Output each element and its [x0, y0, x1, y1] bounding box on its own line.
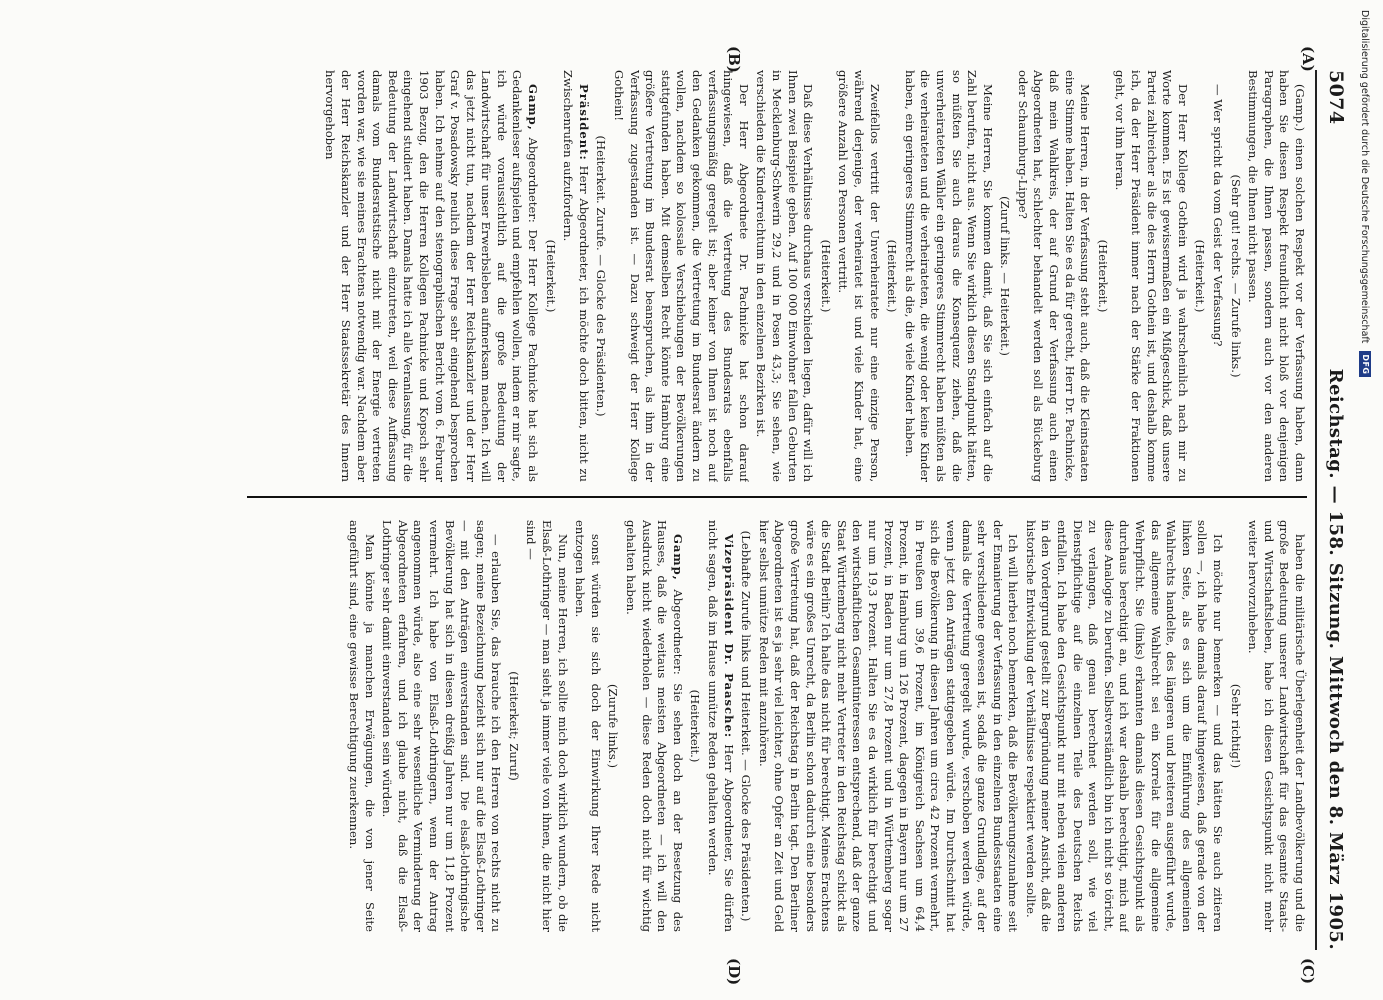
paragraph: Ich möchte nur bemerken — und das hätten Sie auch zitieren sollen —, ich habe damals darauf hingewiesen, daß gerade von der linken Seite, als es sich um die Einführung des allgemeinen Wahlrechts handelte, des längeren und breiteren ausgeführt wurde, das allgemeine Wahlrecht sei ein Korrelat für die allgemeine Wehrpflicht. Sie (links) erkannten damals diesen Gesichtspunkt als durchaus berechtigt an, und ich war deshalb berechtigt, mich auf diese Analogie zu berufen. Selbstverständlich bin ich nicht so töricht, zu verlangen, daß genau berechnet werden soll, wie viel Dienstpflichtige auf die einzelnen Teile des Deutschen Reichs entfallen. Ich habe den Gesichtspunkt nur mit neben vielen anderen in den Vordergrund gestellt zur Begründung meiner Ansicht, daß die historische Entwicklung der Verhältnisse respektiert werden sollte. — [1023, 520, 1226, 932]
paragraph: sonst würden sie sich doch der Einwirkung Ihrer Rede nicht entzogen haben. — [573, 520, 603, 932]
interjection: (Heiterkeit.) — [818, 239, 833, 313]
paragraph-text: Abgeordneter: Sie sehen doch an der Besetzung des Hauses, daß die weitaus meisten Abgeordneten — ich will den Ausdruck nicht wiederholen — diese Reden doch nicht für wichtig gehalten haben. — [624, 520, 685, 932]
speaker-name: Gamp, — [670, 534, 685, 581]
speaker-name: Gamp, — [526, 84, 541, 131]
paragraph: Der Herr Kollege Gothein wird ja wahrscheinlich nach mir zu Worte kommen. Es ist gewissermaßen ein Mißgeschick, daß unsere Partei zahlreicher als die des Herrn Gothein ist, und deshalb komme ich, da der Herr Präsident immer nach der Stärke der Fraktionen geht, vor ihm heran. — [1113, 70, 1190, 482]
margin-marker-c: (C) — [1299, 958, 1317, 985]
paragraph: Daß diese Verhältnisse durchaus verschieden liegen, dafür will ich Ihnen zwei Beispiele geben. Auf 100 000 Einwohner fallen Geburten in Mecklenburg-Schwerin 29,2 und in Posen 43,3; Sie sehen, wie verschieden die Kinderreichtum in den einzelnen Bezirken ist. — [754, 70, 816, 482]
paragraph: Ich will hierbei noch bemerken, daß die Bevölkerungszunahme seit der Emanierung der Verfassung in den einzelnen Bundesstaaten eine sehr verschiedene gewesen ist, sodaß die ganze Grundlage, auf der damals die Vertretung geregelt wurde, verschoben werden würde, wenn jetzt den Anträgen stattgegeben würde. Im Durchschnitt hat sich die Bevölkerung in diesen Jahren um circa 42 Prozent vermehrt, in Preußen um 39,6 Prozent, im Königreich Sachsen um 64,4 Prozent, in Hamburg um 126 Prozent, dagegen in Bayern nur um 27 Prozent, in Baden nur um 27,8 Prozent und in Württemberg sogar nur um 19,3 Prozent. Halten Sie es da wirklich für berechtigt und den wirtschaftlichen Gesamtinteressen entsprechend, daß der ganze Staat Württemberg nicht mehr Vertreter in den Reichstag schickt als die Stadt Berlin? Ich halte das nicht für berechtigt. Meines Erachtens wäre es ein großes Unrecht, da Berlin schon dadurch eine besonders große Vertretung hat, daß der Reichstag in Berlin tagt. Den Berliner Abgeordneten ist es ja sehr viel leichter, ohne Opfer an Zeit und Geld hier selbst unnütze Reden mit anzuhören. — [756, 520, 1021, 932]
paragraph: Nun, meine Herren, ich sollte mich doch wirklich wundern, ob die Elsaß-Lothringer — man sieht ja immer viele von ihnen, die nicht hier sind — — [524, 520, 570, 932]
page-number: 5074 — [1325, 70, 1347, 125]
interjection: (Heiterkeit.) — [1193, 239, 1208, 313]
paragraph — [622, 520, 684, 932]
page-title: Reichstag. — 158. Sitzung. Mittwoch den 8. März 1905. — [1325, 368, 1347, 950]
interjection: (Sehr richtig!) — [1228, 683, 1243, 769]
paragraph: Der Herr Abgeordnete Dr. Pachnicke hat schon darauf hingewiesen, daß die Vertretung des Bundesrats ebenfalls verfassungsmäßig geregelt ist; aber keiner von Ihnen ist noch auf den Gedanken gekommen, die Vertretung im Bundesrat ändern zu wollen, nachdem so kolossale Verschiebungen der Bevölkerungen stattgefunden haben. Mit demselben Recht könnte Hamburg eine größere Vertretung im Bundesrat beanspruchen, als ihm in der Verfassung zugestanden ist. — Dazu schweigt der Herr Kollege Gothein! — [612, 70, 751, 482]
digitization-credit — [1358, 10, 1372, 990]
speaker-name: Vizepräsident Dr. Paasche: — [721, 534, 736, 739]
interjection: (Sehr gut! rechts. — Zurufe links.) — [1228, 174, 1243, 378]
paragraph: — erlauben Sie, das brauche ich den Herren von rechts nicht zu sagen; meine Bezeichnung bezieht sich nur auf die Elsaß-Lothringer — mit den Anträgen einverstanden sind. Die elsaß-lothringische Bevölkerung hat sich in diesen dreißig Jahren nur um 11,8 Prozent vermehrt. Ich habe von Elsaß-Lothringern, wenn der Antrag angenommen würde, also eine sehr wesentliche Verminderung der Abgeordneten erfahren, und ich glaube nicht, daß die Elsaß-Lothringer sehr damit einverstanden sein würden. — [380, 520, 504, 932]
left-column — [247, 70, 1307, 482]
credit-text: Digitalisierung gefördert durch die Deutsche Forschungsgemeinschaft — [1359, 10, 1371, 344]
paragraph: Meine Herren, Sie kommen damit, daß Sie sich einfach auf die Zahl berufen, nicht aus. Wenn Sie wirklich diesen Standpunkt hätten, so müßten Sie auch daraus die Konsequenz ziehen, daß die unverheirateten Wähler ein geringeres Stimmrecht haben müßten als die verheirateten und die verheirateten, die wenig oder keine Kinder haben, ein geringeres Stimmrecht als die, die viele Kinder haben. — [902, 70, 995, 482]
paragraph — [560, 70, 591, 482]
dfg-logo: DFG — [1359, 351, 1371, 377]
paragraph: Zweifellos vertritt der Unverheiratete nur eine einzige Person, während derjenige, der verheiratet ist und viele Kinder hat, eine größere Anzahl von Personen vertritt. — [836, 70, 882, 482]
interjection: (Zurufe links.) — [606, 684, 621, 768]
interjection: (Heiterkeit; Zuruf) — [506, 671, 521, 781]
interjection: (Heiterkeit.) — [688, 689, 703, 763]
margin-marker-b: (B) — [725, 46, 743, 73]
interjection: (Zuruf links. — Heiterkeit.) — [998, 196, 1013, 356]
paragraph — [704, 520, 735, 932]
margin-marker-d: (D) — [725, 958, 743, 986]
paragraph-text: Herr Abgeordneter, Sie dürfen nicht sagen, daß im Hause unnütze Reden gehalten werden. — [706, 520, 736, 932]
interjection: (Heiterkeit.) — [885, 239, 900, 313]
speaker-name: Präsident: — [576, 84, 591, 161]
paragraph: (Gamp.) einen solchen Respekt vor der Verfassung haben, dann haben Sie diesen Respekt freundlicht nicht bloß vor denjenigen Paragraphen, die Ihnen passen, sondern auch vor den anderen Bestimmungen, die Ihnen nicht passen. — [1246, 70, 1307, 482]
margin-marker-a: (A) — [1299, 46, 1317, 72]
right-column — [247, 520, 1307, 932]
interjection: (Lebhafte Zurufe links und Heiterkeit. — Glocke des Präsidenten.) — [739, 530, 754, 922]
interjection: (Heiterkeit. Zurufe. — Glocke des Präsidenten.) — [594, 135, 609, 417]
interjection: (Heiterkeit.) — [1095, 239, 1110, 313]
page-header — [1315, 70, 1355, 950]
interjection: (Heiterkeit.) — [543, 239, 558, 313]
paragraph: haben die militärische Überlegenheit der Landbevölkerung und die große Bedeutung unserer Landwirtschaft für das gesamte Staats- und Wirtschaftsleben, habe ich diesen Gesichtspunkt nicht mehr weiter hervorzuheben. — [1246, 520, 1307, 932]
paragraph — [322, 70, 540, 482]
column-divider — [247, 496, 1307, 498]
paragraph: Meine Herren, in der Verfassung steht auch, daß die Kleinstaaten eine Stimme haben. Halten Sie es da für gerecht, Herr Dr. Pachnicke, daß mein Wahlkreis, der auf Grund der Verfassung auch einen Abgeordneten hat, schlechter behandelt werden soll als Bückeburg oder Schaumburg-Lippe? — [1015, 70, 1093, 482]
paragraph-text: Herr Abgeordneter, ich möchte doch bitten, nicht zu Zwischenrufen aufzufordern. — [561, 70, 591, 482]
paragraph-text: Abgeordneter: Der Herr Kollege Pachnicke hat sich als Gedankenleser aufspielen und empfehlen wollen, indem er mir sagte, ich würde voraussichtlich auf die große Bedeutung der Landwirtschaft für unser Erwerbsleben aufmerksam machen. Ich will das jetzt nicht tun, nachdem der Herr Reichskanzler und der Herr Graf v. Posadowsky neulich diese Frage sehr eingehend besprochen haben. Ich nehme auf den stenographischen Bericht vom 6. Februar 1903 Bezug, den die Herren Kollegen Pachnicke und Kopsch sehr eingehend studiert haben. Damals hatte ich alle Veranlassung, für die Bedeutung der Landwirtschaft einzutreten, weil diese Auffassung damals vom Bundesratstische nicht mit der Energie vertreten worden war, wie sie meines Erachtens notwendig war. Nachdem aber der Herr Reichskanzler und der Herr Staatssekretär des Innern hervorgehoben — [323, 70, 541, 482]
paragraph: Man könnte ja manchen Erwägungen, die von jener Seite angeführt sind, eine gewisse Berechtigung zuerkennen. — [346, 520, 377, 932]
paragraph: — Wer spricht da vom Geist der Verfassung? — [1211, 84, 1226, 347]
